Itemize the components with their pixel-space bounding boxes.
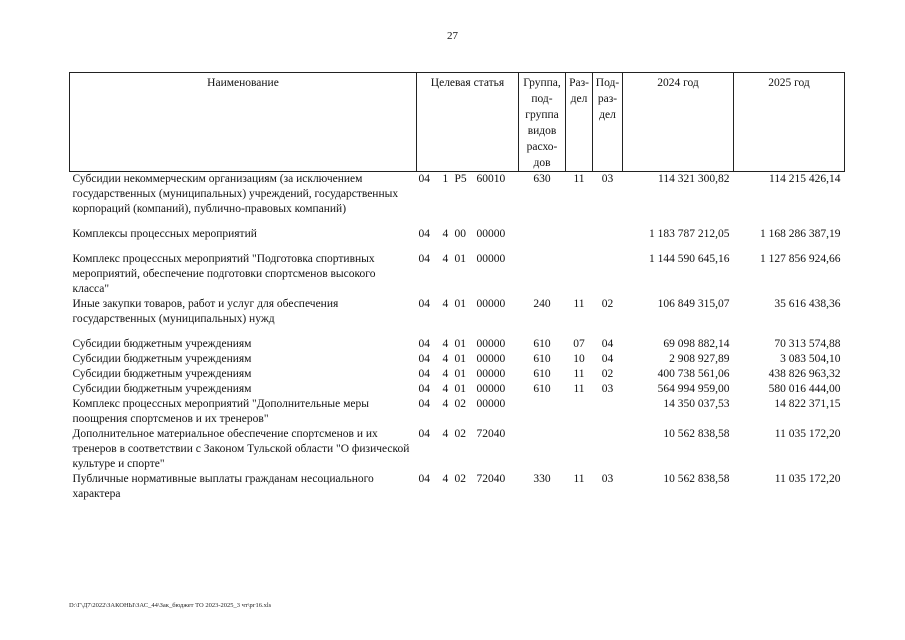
target-code-part: 72040 <box>476 428 506 440</box>
target-code-part: 4 <box>442 228 449 240</box>
row-name: Субсидии бюджетным учреждениям <box>72 338 252 350</box>
row-target-code <box>417 252 519 297</box>
target-code-part: 04 <box>418 228 430 240</box>
target-code-part: 00000 <box>476 353 506 365</box>
target-code-part: 02 <box>454 428 466 440</box>
row-amount-2025: 438 826 963,32 <box>768 368 841 380</box>
target-code-part: 72040 <box>476 473 506 485</box>
target-code-part: 4 <box>442 428 449 440</box>
target-code-part: 01 <box>454 383 466 395</box>
row-amount-2025: 1 127 856 924,66 <box>760 253 841 265</box>
row-section: 11 <box>573 298 585 310</box>
row-group: 610 <box>533 338 551 350</box>
row-section: 10 <box>573 353 585 365</box>
row-name: Комплекс процессных мероприятий "Подготовка спортивных мероприятий, обеспечение подготовки спортсменов высокого класса" <box>72 253 376 295</box>
row-group: 630 <box>533 173 551 185</box>
row-section: 11 <box>573 383 585 395</box>
row-subsection: 03 <box>601 173 614 185</box>
target-code-part: 02 <box>454 398 466 410</box>
table-row <box>70 382 845 397</box>
target-code-part: 04 <box>418 428 430 440</box>
row-target-code <box>417 172 519 228</box>
target-code-part: P5 <box>454 173 467 185</box>
row-name: Субсидии бюджетным учреждениям <box>72 368 252 380</box>
row-subsection: 03 <box>601 383 614 395</box>
row-amount-2024: 1 183 787 212,05 <box>649 228 730 240</box>
row-target-code <box>417 337 519 352</box>
row-target-code <box>417 297 519 337</box>
row-group: 240 <box>533 298 551 310</box>
target-code-part: 01 <box>454 298 466 310</box>
row-amount-2025: 3 083 504,10 <box>780 353 841 365</box>
row-amount-2025: 580 016 444,00 <box>768 383 841 395</box>
target-code-part: 00000 <box>476 398 506 410</box>
row-section <box>566 397 593 427</box>
target-code-part: 4 <box>442 473 449 485</box>
row-amount-2024: 10 562 838,58 <box>663 473 730 485</box>
row-amount-2024: 564 994 959,00 <box>657 383 730 395</box>
row-target-code <box>417 352 519 367</box>
row-target-code <box>417 227 519 252</box>
budget-table <box>69 72 845 502</box>
target-code-part: 01 <box>454 338 466 350</box>
header-subsection: Под- раз- дел <box>593 73 623 172</box>
target-code-part: 01 <box>454 353 466 365</box>
row-name: Субсидии бюджетным учреждениям <box>72 353 252 365</box>
row-section <box>566 427 593 472</box>
target-code-part: 4 <box>442 368 449 380</box>
row-group <box>519 227 566 252</box>
row-subsection <box>593 427 623 472</box>
target-code-part: 4 <box>442 253 449 265</box>
target-code-part: 00000 <box>476 383 506 395</box>
row-amount-2024: 400 738 561,06 <box>657 368 730 380</box>
header-section: Раз- дел <box>566 73 593 172</box>
target-code-part: 04 <box>418 338 430 350</box>
row-subsection: 04 <box>601 338 614 350</box>
target-code-part: 01 <box>454 368 466 380</box>
header-year-2024: 2024 год <box>623 73 734 172</box>
row-amount-2024: 106 849 315,07 <box>657 298 730 310</box>
table-row <box>70 367 845 382</box>
table-row <box>70 297 845 337</box>
row-target-code <box>417 382 519 397</box>
target-code-part: 04 <box>418 383 430 395</box>
target-code-part: 04 <box>418 473 430 485</box>
target-code-part: 00000 <box>476 253 506 265</box>
row-name: Субсидии некоммерческим организациям (за исключением государственных (муниципальных) учреждений, государственных корпораций (компаний), публично-правовых компаний) <box>72 173 399 215</box>
target-code-part: 04 <box>418 253 430 265</box>
row-target-code <box>417 427 519 472</box>
row-amount-2025: 70 313 574,88 <box>774 338 841 350</box>
row-group: 610 <box>533 383 551 395</box>
row-amount-2025: 11 035 172,20 <box>774 473 841 485</box>
target-code-part: 1 <box>442 173 449 185</box>
table-row <box>70 252 845 297</box>
row-section: 11 <box>573 473 585 485</box>
row-section <box>566 227 593 252</box>
row-section <box>566 252 593 297</box>
row-amount-2024: 114 321 300,82 <box>658 173 730 185</box>
target-code-part: 01 <box>454 253 466 265</box>
row-target-code <box>417 397 519 427</box>
target-code-part: 04 <box>418 368 430 380</box>
row-group: 610 <box>533 353 551 365</box>
target-code-part: 00000 <box>476 338 506 350</box>
row-target-code <box>417 472 519 502</box>
target-code-part: 4 <box>442 383 449 395</box>
row-name: Иные закупки товаров, работ и услуг для обеспечения государственных (муниципальных) нужд <box>72 298 339 325</box>
target-code-part: 02 <box>454 473 466 485</box>
table-row <box>70 397 845 427</box>
row-subsection <box>593 397 623 427</box>
row-subsection: 04 <box>601 353 614 365</box>
row-group <box>519 427 566 472</box>
table-row <box>70 227 845 252</box>
target-code-part: 4 <box>442 353 449 365</box>
table-row <box>70 427 845 472</box>
row-name: Субсидии бюджетным учреждениям <box>72 383 252 395</box>
row-group <box>519 397 566 427</box>
row-subsection: 02 <box>601 298 614 310</box>
header-group: Группа, под- группа видов расхо- дов <box>519 73 566 172</box>
budget-table-container <box>69 72 844 502</box>
header-target: Целевая статья <box>417 73 519 172</box>
row-amount-2024: 2 908 927,89 <box>669 353 730 365</box>
row-section: 11 <box>573 173 585 185</box>
target-code-part: 00 <box>454 228 466 240</box>
row-amount-2024: 10 562 838,58 <box>663 428 730 440</box>
row-name: Комплекс процессных мероприятий "Дополнительные меры поощрения спортсменов и их тренеров" <box>72 398 369 425</box>
row-amount-2024: 69 098 882,14 <box>663 338 730 350</box>
row-name: Комплексы процессных мероприятий <box>72 228 257 240</box>
row-amount-2024: 1 144 590 645,16 <box>649 253 730 265</box>
target-code-part: 04 <box>418 398 430 410</box>
table-row <box>70 352 845 367</box>
row-amount-2025: 1 168 286 387,19 <box>760 228 841 240</box>
target-code-part: 00000 <box>476 298 506 310</box>
row-group: 610 <box>533 368 551 380</box>
row-name: Дополнительное материальное обеспечение спортсменов и их тренеров в соответствии с Законом Тульской области "О физической культуре и спорте" <box>72 428 410 470</box>
table-row <box>70 337 845 352</box>
file-path-footer: D:\Г\Д7\2022\ЗАКОНЫ\ЗАС_44\Зак_бюджет ТО 2023-2025_3 чт\рг16.xls <box>69 602 272 609</box>
row-amount-2025: 114 215 426,14 <box>769 173 841 185</box>
row-section: 07 <box>573 338 585 350</box>
table-body <box>70 172 845 503</box>
target-code-part: 4 <box>442 338 449 350</box>
target-code-part: 60010 <box>476 173 506 185</box>
header-year-2025: 2025 год <box>734 73 845 172</box>
row-amount-2025: 35 616 438,36 <box>774 298 841 310</box>
row-group: 330 <box>533 473 551 485</box>
target-code-part: 00000 <box>476 368 506 380</box>
target-code-part: 4 <box>442 298 449 310</box>
row-subsection <box>593 252 623 297</box>
row-name: Публичные нормативные выплаты гражданам несоциального характера <box>72 473 374 500</box>
target-code-part: 04 <box>418 353 430 365</box>
target-code-part: 00000 <box>476 228 506 240</box>
row-target-code <box>417 367 519 382</box>
table-row <box>70 172 845 228</box>
row-group <box>519 252 566 297</box>
target-code-part: 04 <box>418 298 430 310</box>
row-subsection <box>593 227 623 252</box>
header-name: Наименование <box>70 73 417 172</box>
row-section: 11 <box>573 368 585 380</box>
target-code-part: 04 <box>418 173 430 185</box>
page-number: 27 <box>447 30 458 42</box>
row-subsection: 03 <box>601 473 614 485</box>
row-amount-2025: 11 035 172,20 <box>774 428 841 440</box>
target-code-part: 4 <box>442 398 449 410</box>
row-subsection: 02 <box>601 368 614 380</box>
row-amount-2024: 14 350 037,53 <box>663 398 730 410</box>
row-amount-2025: 14 822 371,15 <box>774 398 841 410</box>
table-row <box>70 472 845 502</box>
table-header-row <box>70 73 845 172</box>
